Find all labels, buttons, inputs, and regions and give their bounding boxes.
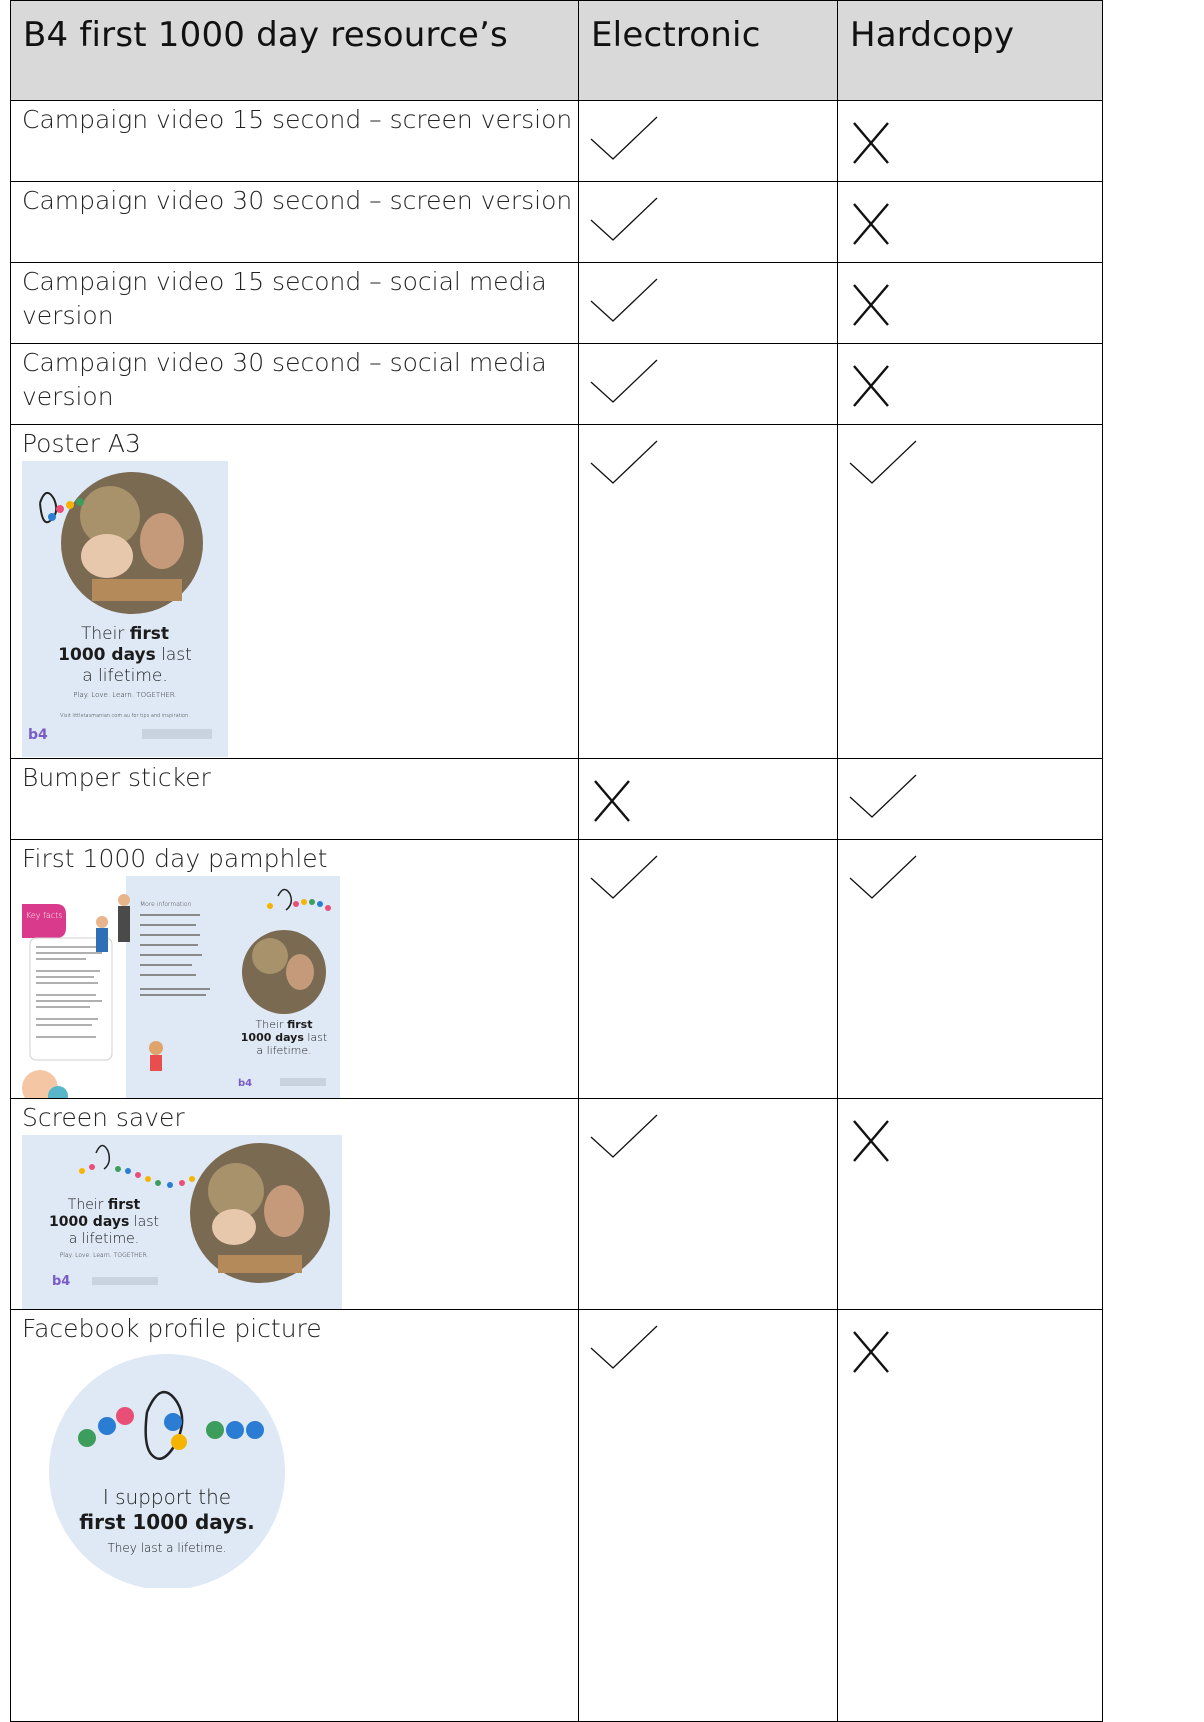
hardcopy-cell xyxy=(838,101,1103,182)
svg-text:Their first: Their first xyxy=(67,1197,141,1213)
check-icon xyxy=(848,771,928,833)
cross-icon xyxy=(848,200,928,262)
cross-icon xyxy=(848,119,928,181)
cross-icon xyxy=(589,777,669,839)
check-icon xyxy=(589,437,669,499)
svg-text:a lifetime.: a lifetime. xyxy=(68,1231,140,1247)
poster-image xyxy=(22,461,228,757)
electronic-cell xyxy=(579,840,838,1099)
table-row xyxy=(11,101,1103,182)
table-row xyxy=(11,263,1103,344)
check-icon xyxy=(848,852,928,914)
table-row xyxy=(11,425,1103,759)
svg-text:first 1000 days.: first 1000 days. xyxy=(79,1510,255,1534)
table-row xyxy=(11,840,1103,1099)
svg-text:a lifetime.: a lifetime. xyxy=(256,1044,312,1057)
pamphlet-thumbnail xyxy=(22,876,578,1098)
cross-icon xyxy=(848,281,928,343)
svg-text:Visit littletasmanian.com.au f: Visit littletasmanian.com.au for tips and inspiration. xyxy=(60,713,190,719)
b4-logo-icon: b4 xyxy=(238,1078,253,1089)
check-icon xyxy=(589,194,669,256)
header-hardcopy: Hardcopy xyxy=(838,1,1103,101)
header-resource: B4 first 1000 day resource’s xyxy=(11,1,579,101)
dot-icon xyxy=(56,505,64,513)
svg-text:Key facts: Key facts xyxy=(26,911,63,920)
svg-text:More information: More information xyxy=(140,901,192,908)
resource-cell: Poster A3 Their first 1000 days last a lifetime. Play. Love. Learn. TOGETHER. Visit littletasmanian.com.au for tips and inspiration. b4 xyxy=(11,425,579,759)
svg-text:Their first: Their first xyxy=(81,624,169,644)
resources-table xyxy=(10,0,1103,1722)
resource-cell: Campaign video 15 second – screen version xyxy=(11,101,579,182)
resource-cell: Campaign video 15 second – social media version xyxy=(11,263,579,344)
electronic-cell xyxy=(579,1099,838,1310)
facebook-profile-image xyxy=(47,1352,291,1588)
facebook-thumbnail xyxy=(47,1352,578,1588)
screensaver-thumbnail xyxy=(22,1135,578,1309)
resource-cell: Bumper sticker xyxy=(11,759,579,840)
svg-text:Play. Love. Learn. TOGETHER.: Play. Love. Learn. TOGETHER. xyxy=(59,1252,149,1259)
table-row xyxy=(11,182,1103,263)
check-icon xyxy=(589,1322,669,1384)
pamphlet-image xyxy=(22,876,340,1098)
svg-text:1000 days last: 1000 days last xyxy=(58,645,192,665)
resource-cell: Campaign video 30 second – screen version xyxy=(11,182,579,263)
dot-icon xyxy=(76,498,84,506)
cross-icon xyxy=(848,1328,928,1390)
svg-text:1000 days last: 1000 days last xyxy=(240,1031,328,1044)
table-row xyxy=(11,1310,1103,1722)
hardcopy-cell xyxy=(838,425,1103,759)
table-row xyxy=(11,344,1103,425)
check-icon xyxy=(589,852,669,914)
table-header-row xyxy=(11,1,1103,101)
screensaver-image xyxy=(22,1135,342,1309)
svg-text:a lifetime.: a lifetime. xyxy=(82,666,168,686)
key-facts-badge xyxy=(22,904,66,938)
check-icon xyxy=(589,275,669,337)
resource-cell: Facebook profile picture I support the first 1000 days. They last a lifetime. xyxy=(11,1310,579,1722)
hardcopy-cell xyxy=(838,1099,1103,1310)
cross-icon xyxy=(848,362,928,424)
svg-text:Their first: Their first xyxy=(255,1018,313,1031)
hardcopy-cell xyxy=(838,263,1103,344)
b4-logo-icon: b4 xyxy=(52,1274,71,1289)
electronic-cell xyxy=(579,425,838,759)
electronic-cell xyxy=(579,101,838,182)
table-row xyxy=(11,1099,1103,1310)
header-electronic: Electronic xyxy=(579,1,838,101)
table-row xyxy=(11,759,1103,840)
hardcopy-cell xyxy=(838,344,1103,425)
electronic-cell xyxy=(579,759,838,840)
hardcopy-cell xyxy=(838,182,1103,263)
poster-thumbnail xyxy=(22,461,578,757)
dot-icon xyxy=(66,501,74,509)
electronic-cell xyxy=(579,263,838,344)
resource-cell: Campaign video 30 second – social media version xyxy=(11,344,579,425)
electronic-cell xyxy=(579,182,838,263)
check-icon xyxy=(848,437,928,499)
check-icon xyxy=(589,113,669,175)
hardcopy-cell xyxy=(838,840,1103,1099)
svg-text:I support the: I support the xyxy=(102,1485,232,1509)
check-icon xyxy=(589,356,669,418)
check-icon xyxy=(589,1111,669,1173)
hardcopy-cell xyxy=(838,759,1103,840)
electronic-cell xyxy=(579,344,838,425)
cross-icon xyxy=(848,1117,928,1179)
svg-text:Play. Love. Learn. TOGETHER.: Play. Love. Learn. TOGETHER. xyxy=(73,691,177,699)
b4-logo-icon: b4 xyxy=(28,727,48,743)
electronic-cell xyxy=(579,1310,838,1722)
svg-text:1000 days last: 1000 days last xyxy=(48,1214,160,1230)
hardcopy-cell xyxy=(838,1310,1103,1722)
svg-text:They last a lifetime.: They last a lifetime. xyxy=(107,1541,227,1555)
resource-cell: First 1000 day pamphlet Key facts More information Their first 1000 days last a lifetime. b4 xyxy=(11,840,579,1099)
dot-icon xyxy=(48,513,56,521)
resource-cell: Screen saver Their first 1000 days last a lifetime. Play. Love. Learn. TOGETHER. b4 xyxy=(11,1099,579,1310)
